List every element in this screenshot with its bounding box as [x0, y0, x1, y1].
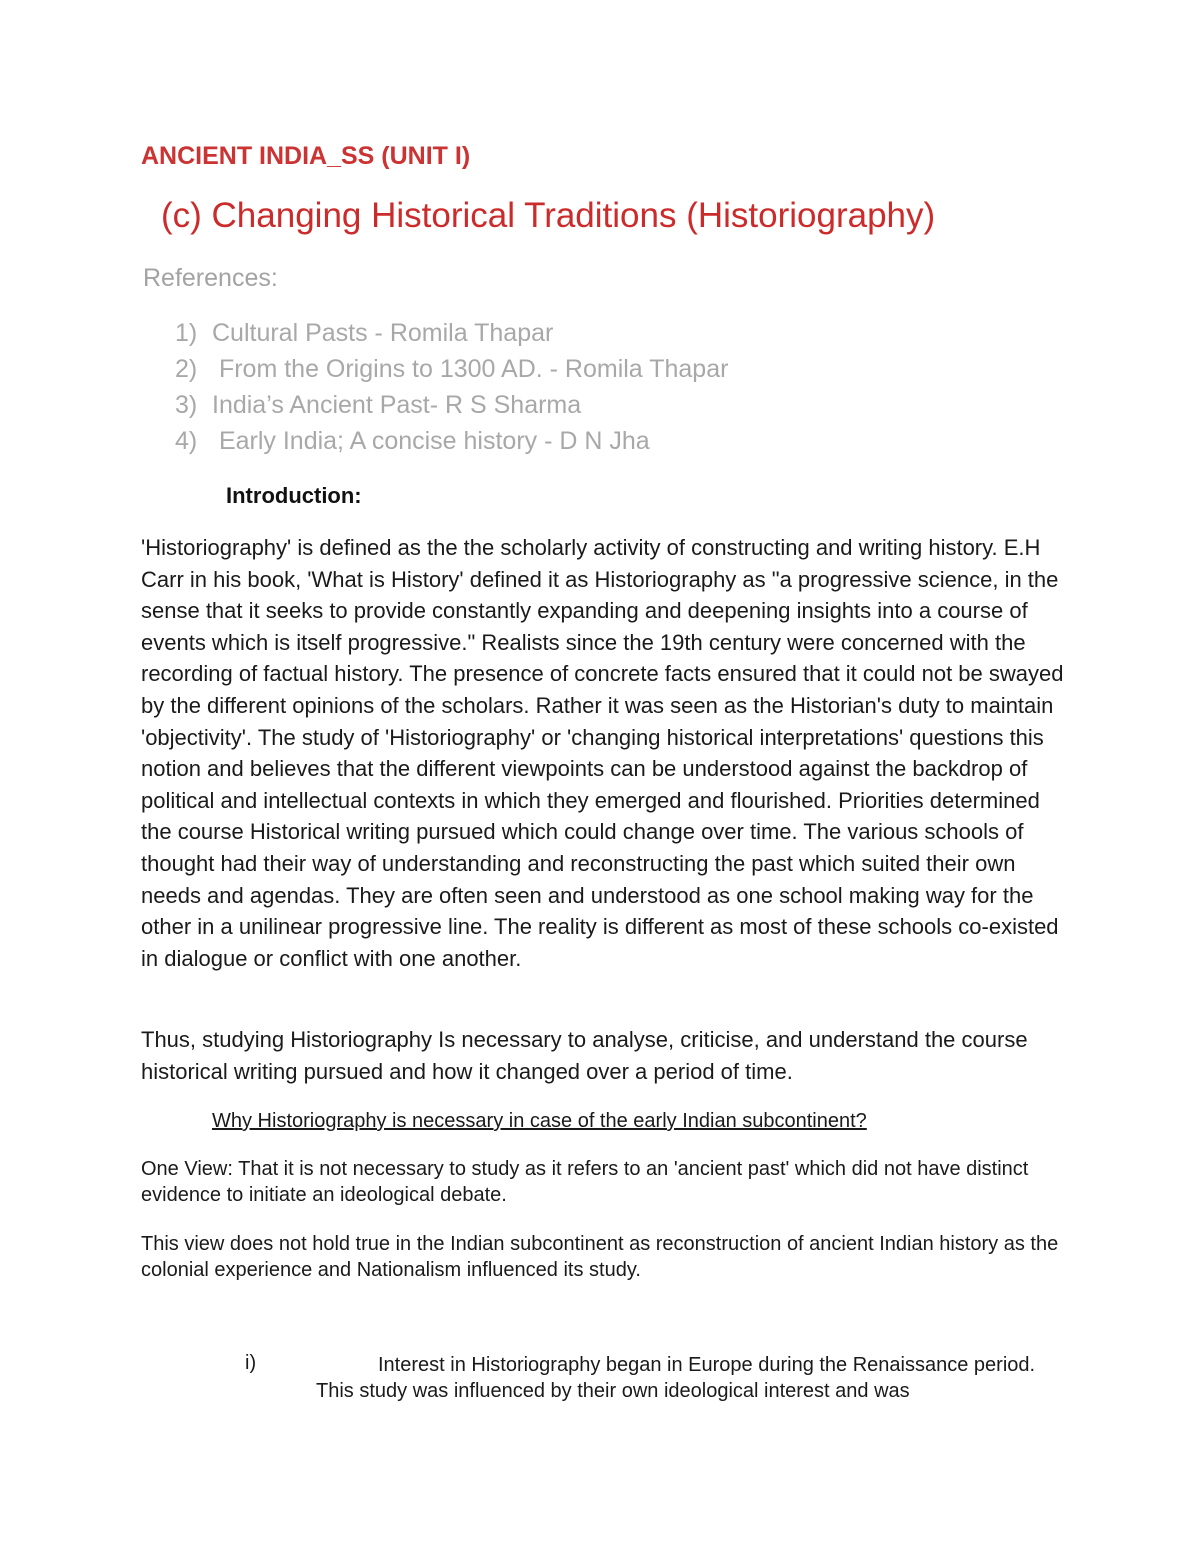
reference-number: 1)	[175, 319, 198, 347]
references-label: References:	[143, 264, 278, 292]
reference-number: 3)	[175, 391, 198, 419]
reference-text: From the Origins to 1300 AD. - Romila Thapar	[212, 355, 729, 383]
document-title: (c) Changing Historical Traditions (Historiography)	[161, 196, 936, 235]
introduction-heading: Introduction:	[226, 483, 362, 508]
reference-text: Cultural Pasts - Romila Thapar	[212, 319, 554, 347]
reference-number: 4)	[175, 427, 198, 455]
reference-item	[175, 355, 728, 384]
summary-paragraph: Thus, studying Historiography Is necessary to analyse, criticise, and understand the course historical writing pursued and how it changed over a period of time.	[141, 1027, 1028, 1084]
reference-text: India’s Ancient Past- R S Sharma	[212, 391, 582, 419]
section-question-heading: Why Historiography is necessary in case of the early Indian subcontinent?	[212, 1110, 867, 1132]
reference-item	[175, 319, 553, 348]
reference-item	[175, 427, 650, 456]
list-item-text: Interest in Historiography began in Europe during the Renaissance period. This study was influenced by their own ideological interest and was	[316, 1354, 1036, 1402]
reference-item	[175, 391, 581, 420]
reference-number: 2)	[175, 355, 198, 383]
one-view-paragraph: One View: That it is not necessary to study as it refers to an 'ancient past' which did not have distinct evidence to initiate an ideological debate.	[141, 1158, 1029, 1206]
reference-text: Early India; A concise history - D N Jha	[212, 427, 650, 455]
counter-view-paragraph: This view does not hold true in the Indian subcontinent as reconstruction of ancient Indian history as the colonial experience and Nationalism influenced its study.	[141, 1233, 1059, 1281]
document-heading: ANCIENT INDIA_SS (UNIT I)	[141, 142, 471, 170]
introduction-paragraph: 'Historiography' is defined as the the scholarly activity of constructing and writing history. E.H Carr in his book, 'What is History' defined it as Historiography as "a progressive science, in the sense that it seeks to provide constantly expanding and deepening insights into a course of events which is itself progressive." Realists since the 19th century were concerned with the recording of factual history. The presence of concrete facts ensured that it could not be swayed by the different opinions of the scholars. Rather it was seen as the Historian's duty to maintain 'objectivity'. The study of 'Historiography' or 'changing historical interpretations' questions this notion and believes that the different viewpoints can be understood against the backdrop of political and intellectual contexts in which they emerged and flourished. Priorities determined the course Historical writing pursued which could change over time. The various schools of thought had their way of understanding and reconstructing the past which suited their own needs and agendas. They are often seen and understood as one school making way for the other in a unilinear progressive line. The reality is different as most of these schools co-existed in dialogue or conflict with one another.	[141, 535, 1064, 971]
list-item-marker: i)	[245, 1352, 257, 1374]
